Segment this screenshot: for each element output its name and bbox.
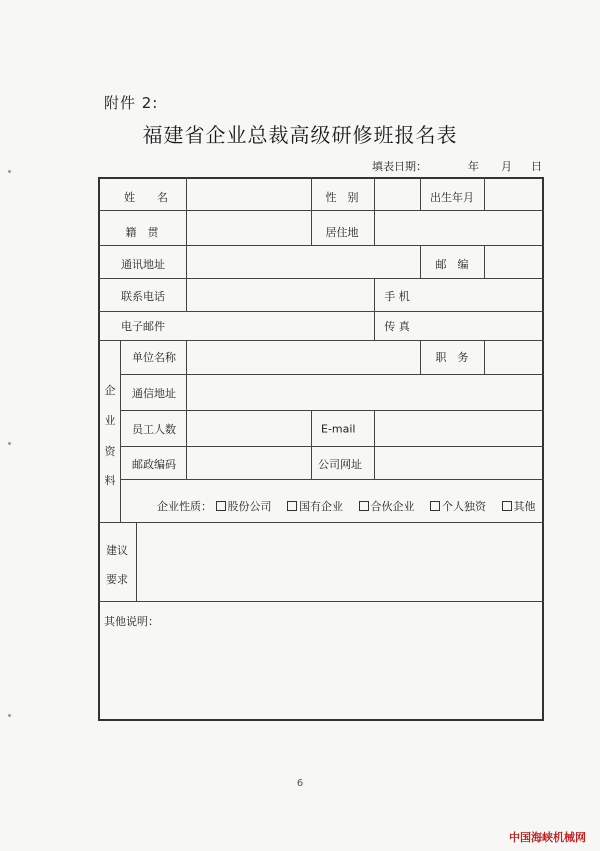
row-line xyxy=(98,245,544,246)
page-number: 6 xyxy=(296,778,304,789)
company-email-label: E-mail xyxy=(321,422,356,436)
col-line xyxy=(186,340,187,479)
option-label: 其他 xyxy=(513,500,536,513)
company-nature-label: 企业性质： xyxy=(157,500,212,513)
col-line xyxy=(420,340,421,374)
option-label: 股份公司 xyxy=(227,500,272,513)
date-year: 年 xyxy=(468,160,479,173)
employees-label: 员工人数 xyxy=(132,423,176,436)
native-label: 籍 贯 xyxy=(125,226,159,239)
date-label: 填表日期： xyxy=(372,160,427,173)
col-line xyxy=(484,340,485,374)
company-section-char: 资 xyxy=(104,445,116,458)
option-sole-proprietor[interactable] xyxy=(430,498,486,514)
option-partnership[interactable] xyxy=(359,498,415,514)
checkbox[interactable] xyxy=(287,501,297,511)
option-other[interactable] xyxy=(502,498,536,514)
option-label: 个人独资 xyxy=(442,500,486,513)
row-line xyxy=(98,311,544,312)
checkbox[interactable] xyxy=(430,501,440,511)
row-line xyxy=(98,210,544,211)
company-section-char: 企 xyxy=(104,384,116,397)
col-line xyxy=(374,278,375,340)
col-line xyxy=(186,177,187,311)
row-line xyxy=(98,601,544,602)
col-line xyxy=(484,245,485,278)
row-line xyxy=(120,479,544,480)
checkbox[interactable] xyxy=(216,501,226,511)
company-section-char: 料 xyxy=(104,474,116,487)
col-line xyxy=(374,177,375,245)
col-line xyxy=(484,177,485,210)
row-line xyxy=(98,522,544,523)
row-line xyxy=(120,446,544,447)
row-line xyxy=(120,410,544,411)
option-joint-stock[interactable] xyxy=(216,498,272,514)
company-nature-row xyxy=(157,498,548,514)
option-label: 合伙企业 xyxy=(370,500,415,513)
checkbox[interactable] xyxy=(502,501,512,511)
attachment-label: 附件 2: xyxy=(104,94,159,112)
residence-label: 居住地 xyxy=(325,226,359,239)
row-line xyxy=(120,374,544,375)
name-label: 姓 名 xyxy=(124,191,168,204)
company-website-label: 公司网址 xyxy=(318,458,362,471)
col-line xyxy=(420,177,421,210)
form-title: 福建省企业总裁高级研修班报名表 xyxy=(142,123,458,147)
position-label: 职 务 xyxy=(435,351,469,364)
company-postcode-label: 邮政编码 xyxy=(132,458,176,471)
date-month: 月 xyxy=(501,160,512,173)
col-line xyxy=(120,340,121,522)
date-day: 日 xyxy=(531,160,542,173)
mobile-label: 手 机 xyxy=(384,290,410,303)
company-name-label: 单位名称 xyxy=(132,351,176,364)
company-address-label: 通信地址 xyxy=(132,387,176,400)
row-line xyxy=(98,340,544,341)
col-line xyxy=(374,410,375,479)
option-state-owned[interactable] xyxy=(287,498,343,514)
postcode-label: 邮 编 xyxy=(435,258,469,271)
col-line xyxy=(136,522,137,601)
suggestion-label: 要求 xyxy=(106,573,128,586)
margin-dot xyxy=(8,714,11,717)
email-label: 电子邮件 xyxy=(121,320,165,333)
col-line xyxy=(311,177,312,245)
other-notes-label: 其他说明： xyxy=(104,615,159,628)
gender-label: 性 别 xyxy=(325,191,359,204)
checkbox[interactable] xyxy=(359,501,369,511)
address-label: 通讯地址 xyxy=(121,258,165,271)
suggestion-label: 建议 xyxy=(106,544,128,557)
col-line xyxy=(311,410,312,479)
company-section-char: 业 xyxy=(104,414,116,427)
margin-dot xyxy=(8,170,11,173)
birth-label: 出生年月 xyxy=(430,191,474,204)
margin-dot xyxy=(8,442,11,445)
option-label: 国有企业 xyxy=(299,500,343,513)
col-line xyxy=(420,245,421,278)
phone-label: 联系电话 xyxy=(121,290,165,303)
watermark: 中国海峡机械网 xyxy=(509,831,586,844)
fax-label: 传 真 xyxy=(384,320,410,333)
row-line xyxy=(98,278,544,279)
